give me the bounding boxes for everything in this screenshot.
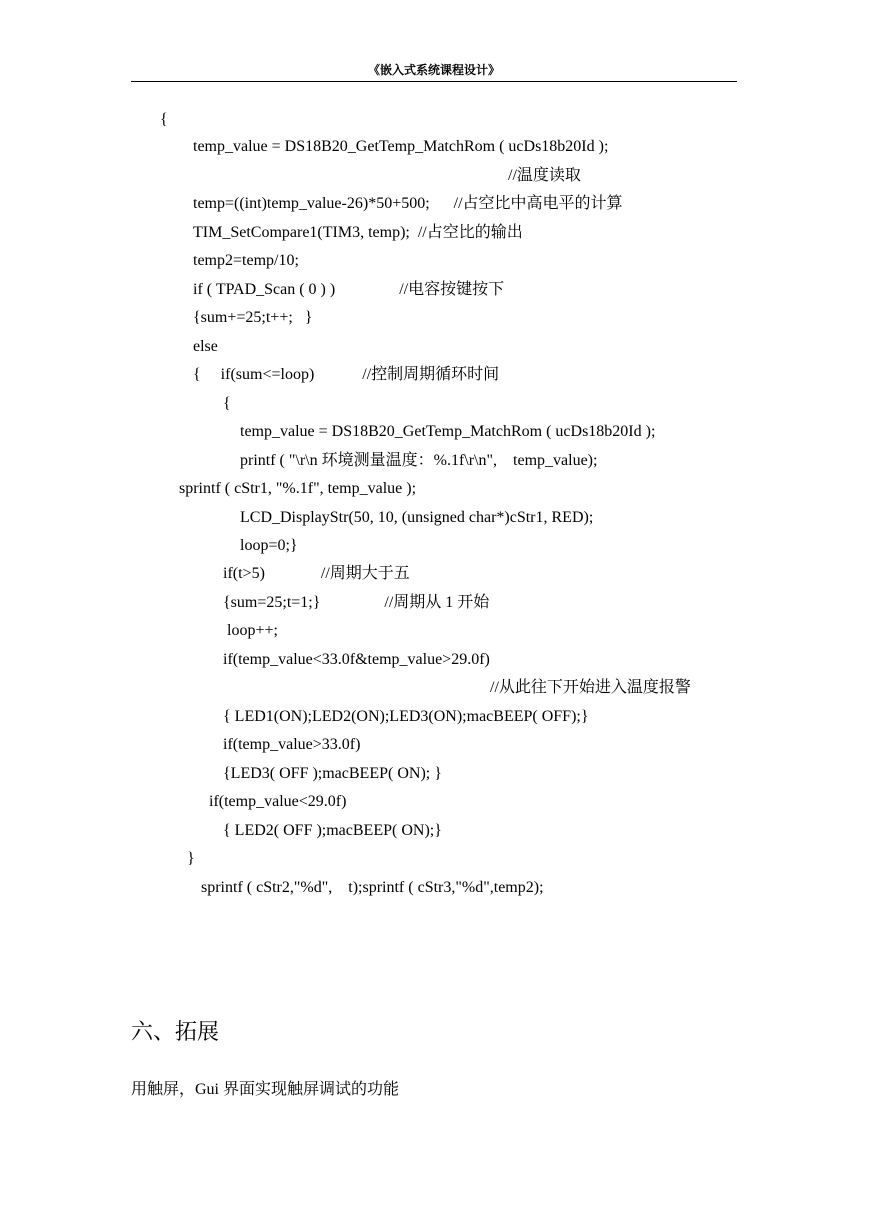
code-line: { LED2( OFF );macBEEP( ON);} <box>223 822 442 839</box>
code-line: {LED3( OFF );macBEEP( ON); } <box>223 765 442 782</box>
code-line: temp_value = DS18B20_GetTemp_MatchRom ( ucDs18b20Id ); <box>193 138 609 155</box>
code-line: LCD_DisplayStr(50, 10, (unsigned char*)cStr1, RED); <box>240 509 594 526</box>
code-comment-line: //温度读取 <box>508 167 581 184</box>
code-line: temp2=temp/10; <box>193 252 299 269</box>
code-line: if(temp_value>33.0f) <box>223 736 361 753</box>
code-line: if ( TPAD_Scan ( 0 ) ) //电容按键按下 <box>193 281 505 298</box>
page-header-title: 《嵌入式系统课程设计》 <box>367 63 500 77</box>
code-line: { <box>160 111 168 128</box>
code-line: sprintf ( cStr2,"%d", t);sprintf ( cStr3,"%d",temp2); <box>201 879 544 896</box>
code-line: if(temp_value<29.0f) <box>209 793 347 810</box>
code-line: temp=((int)temp_value-26)*50+500; //占空比中高电平的计算 <box>193 195 623 212</box>
code-line: if(temp_value<33.0f&temp_value>29.0f) <box>223 651 490 668</box>
section-body-text: 用触屏，Gui 界面实现触屏调试的功能 <box>131 1081 400 1098</box>
code-line: { LED1(ON);LED2(ON);LED3(ON);macBEEP( OFF);} <box>223 708 589 725</box>
code-line: if(t>5) //周期大于五 <box>223 565 410 582</box>
code-line: else <box>193 338 218 355</box>
section-heading: 六、拓展 <box>131 1020 220 1045</box>
code-comment-line: //从此往下开始进入温度报警 <box>490 679 691 696</box>
header-divider <box>131 81 737 82</box>
code-line: {sum=25;t=1;} //周期从 1 开始 <box>223 594 490 611</box>
code-line: sprintf ( cStr1, "%.1f", temp_value ); <box>179 480 417 497</box>
code-line: {sum+=25;t++; } <box>193 309 313 326</box>
code-line: printf ( "\r\n 环境测量温度：%.1f\r\n", temp_value); <box>240 452 598 469</box>
code-line: loop++; <box>223 622 278 639</box>
code-line: temp_value = DS18B20_GetTemp_MatchRom ( ucDs18b20Id ); <box>240 423 656 440</box>
code-line: loop=0;} <box>240 537 298 554</box>
code-line: { if(sum<=loop) //控制周期循环时间 <box>193 366 500 383</box>
code-line: { <box>223 395 231 412</box>
code-line: } <box>187 850 195 867</box>
code-line: TIM_SetCompare1(TIM3, temp); //占空比的输出 <box>193 224 523 241</box>
